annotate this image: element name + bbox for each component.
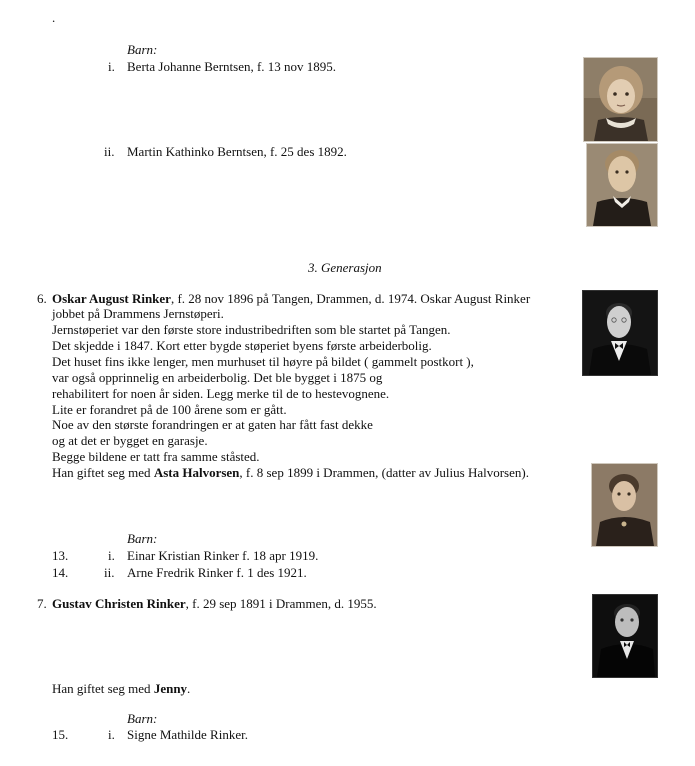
biography-line: Det skjedde i 1847. Kort etter bygde støperiet byens første arbeiderbolig. <box>52 338 432 353</box>
child-entry: Arne Fredrik Rinker f. 1 des 1921. <box>127 565 307 580</box>
child-roman: ii. <box>104 144 115 159</box>
child-number: 15. <box>52 727 69 742</box>
portrait-image <box>592 464 657 546</box>
marriage-line <box>52 465 529 480</box>
child-entry: Signe Mathilde Rinker. <box>127 727 248 742</box>
biography-line: Det huset fins ikke lenger, men murhuset til høyre på bildet ( gammelt postkort ), <box>52 354 474 369</box>
portrait-photo-girl <box>583 57 658 142</box>
biography-line: Lite er forandret på de 100 årene som er gått. <box>52 402 287 417</box>
child-roman: i. <box>108 548 115 563</box>
person-entry-line <box>52 291 530 306</box>
biography-line: rehabilitert for noen år siden. Legg merke til de to hestevognene. <box>52 386 390 401</box>
children-heading: Barn: <box>127 531 158 546</box>
spouse-name: Asta Halvorsen <box>153 465 240 480</box>
person-details: , f. 29 sep 1891 i Drammen, d. 1955. <box>185 596 377 611</box>
person-entry-line <box>52 596 377 611</box>
person-number: 7. <box>37 596 47 611</box>
generation-heading: 3. Generasjon <box>308 260 382 275</box>
portrait-image <box>583 291 657 375</box>
child-entry: Berta Johanne Berntsen, f. 13 nov 1895. <box>127 59 337 74</box>
spouse-name: Jenny <box>153 681 188 696</box>
person-details: , f. 28 nov 1896 på Tangen, Drammen, d. 1974. Oskar August Rinker <box>170 291 531 306</box>
child-entry: Einar Kristian Rinker f. 18 apr 1919. <box>127 548 319 563</box>
child-number: 14. <box>52 565 69 580</box>
portrait-image <box>584 58 657 141</box>
biography-line: og at det er bygget en garasje. <box>52 433 208 448</box>
portrait-photo-boy <box>586 143 658 227</box>
biography-line: jobbet på Drammens Jernstøperi. <box>52 306 224 321</box>
person-name: Oskar August Rinker <box>52 291 171 306</box>
child-roman: i. <box>108 59 115 74</box>
spouse-details: . <box>187 681 191 696</box>
child-entry: Martin Kathinko Berntsen, f. 25 des 1892. <box>127 144 347 159</box>
children-heading: Barn: <box>127 42 158 57</box>
page-mark: . <box>52 10 56 25</box>
marriage-prefix: Han giftet seg med <box>52 681 154 696</box>
biography-line: Begge bildene er tatt fra samme ståsted. <box>52 449 260 464</box>
portrait-image <box>593 595 657 677</box>
marriage-line <box>52 681 190 696</box>
child-roman: ii. <box>104 565 115 580</box>
child-number: 13. <box>52 548 69 563</box>
marriage-prefix: Han giftet seg med <box>52 465 154 480</box>
portrait-photo-gustav <box>592 594 658 678</box>
portrait-photo-oskar <box>582 290 658 376</box>
portrait-photo-asta <box>591 463 658 547</box>
spouse-details: , f. 8 sep 1899 i Drammen, (datter av Julius Halvorsen). <box>239 465 529 480</box>
child-roman: i. <box>108 727 115 742</box>
biography-line: Noe av den største forandringen er at gaten har fått fast dekke <box>52 417 373 432</box>
person-number: 6. <box>37 291 47 306</box>
person-name: Gustav Christen Rinker <box>52 596 186 611</box>
children-heading: Barn: <box>127 711 158 726</box>
portrait-image <box>587 144 657 226</box>
biography-line: Jernstøperiet var den første store industribedriften som ble startet på Tangen. <box>52 322 451 337</box>
biography-line: var også opprinnelig en arbeiderbolig. Det ble bygget i 1875 og <box>52 370 383 385</box>
